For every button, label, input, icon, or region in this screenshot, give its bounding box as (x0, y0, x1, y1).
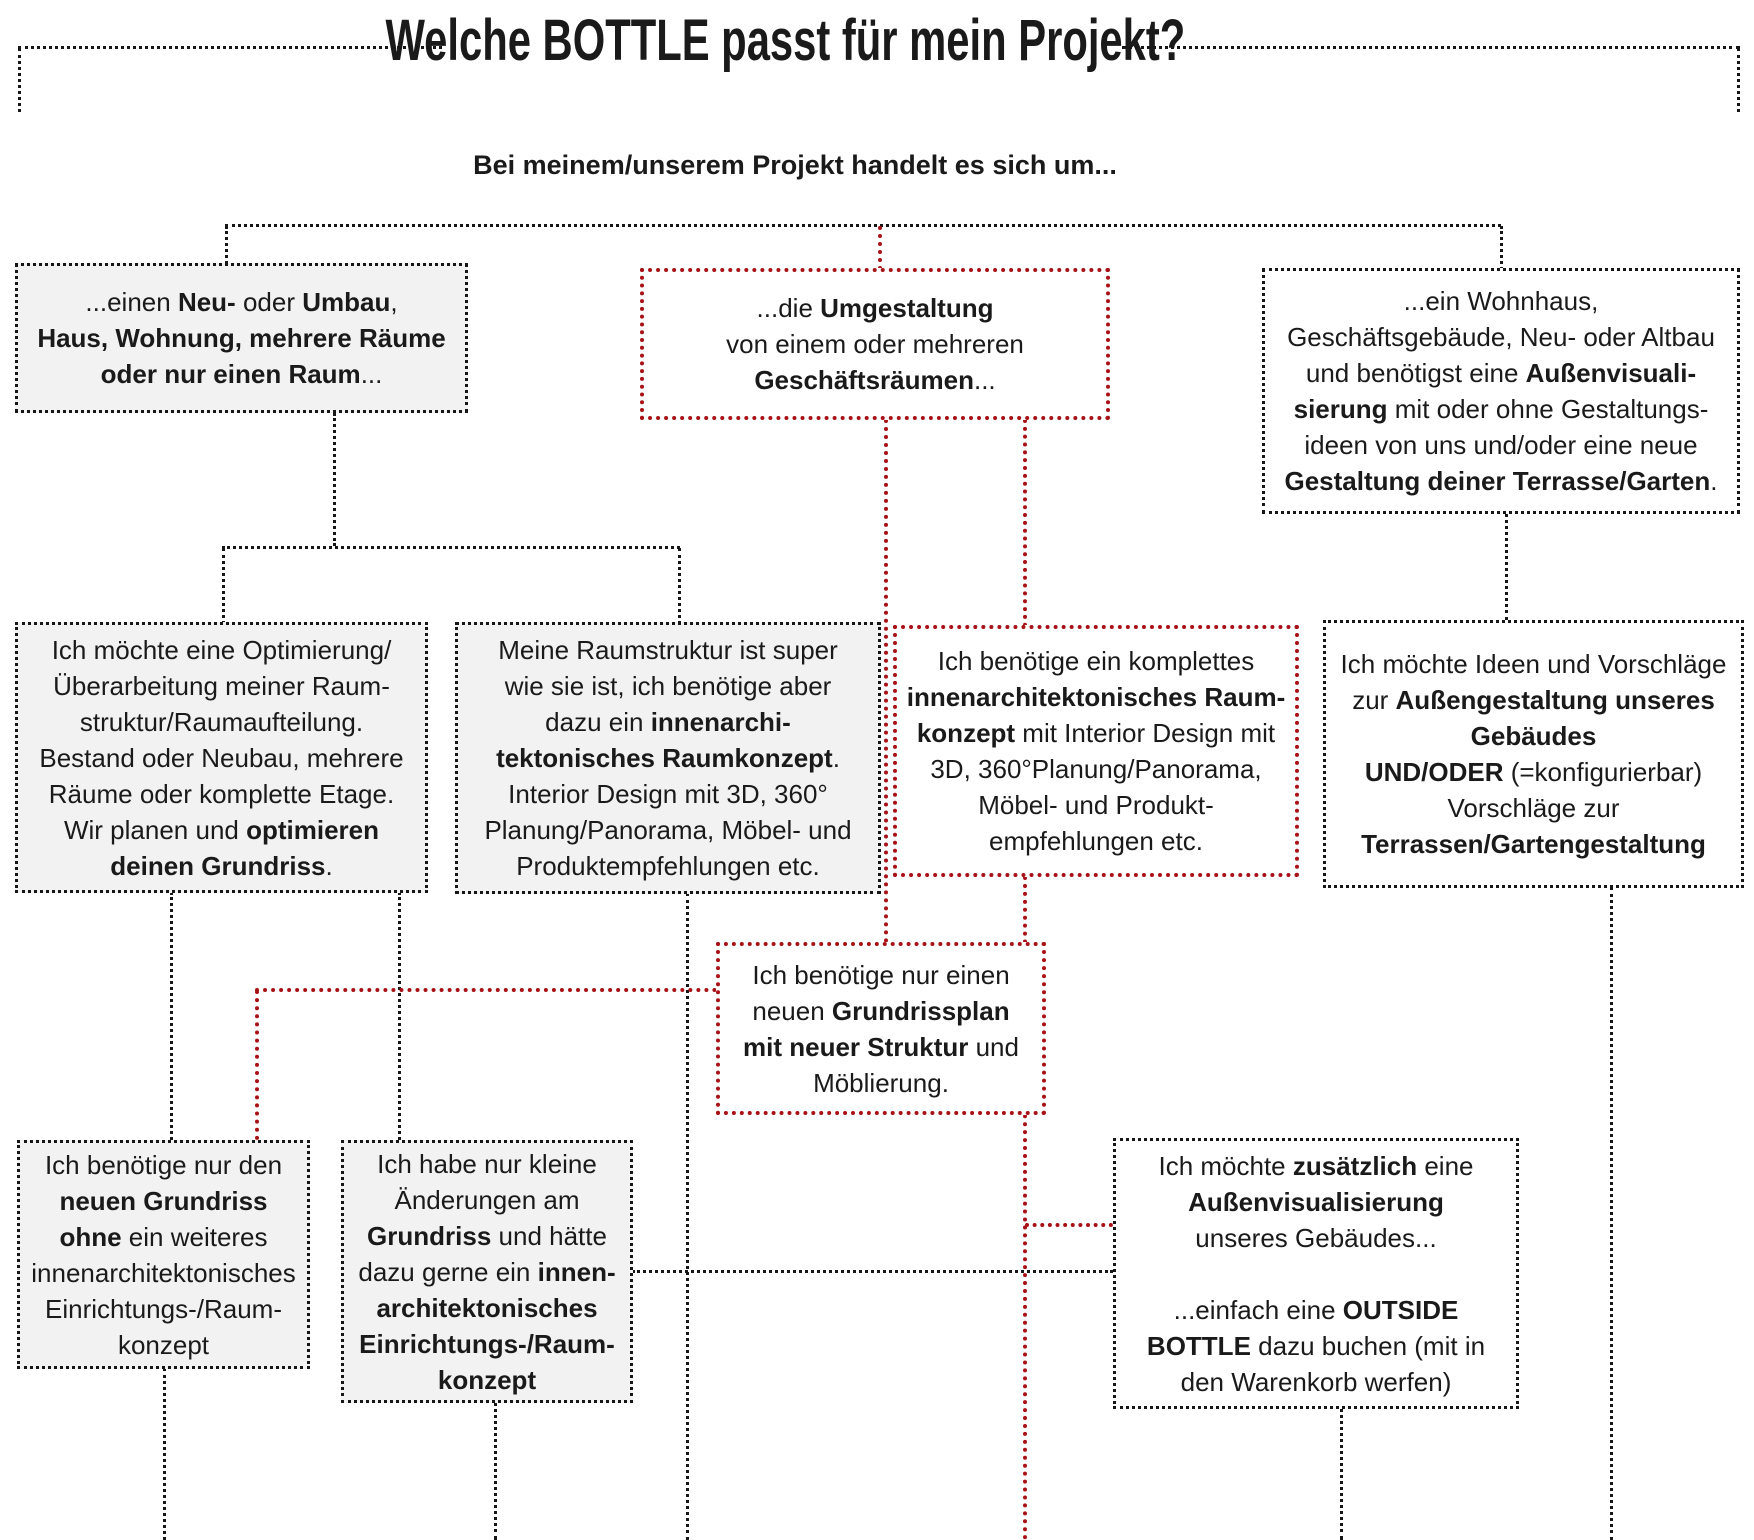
connector-aenderungen-down (494, 1402, 497, 1540)
text-line: konzept (117, 1329, 210, 1360)
text-line: Änderungen am (394, 1184, 580, 1215)
question-heading: Bei meinem/unserem Projekt handelt es sich um... (473, 150, 1117, 180)
text-line: Geschäftsräumen... (754, 365, 996, 395)
connector-drop-raumkonzept (678, 548, 681, 624)
text-line: Ich möchte zusätzlich eine (1158, 1150, 1474, 1181)
text-line: konzept (437, 1364, 537, 1395)
box-optimierung-raumstruktur (15, 622, 428, 893)
connector-optimierung-aenderungen (398, 892, 401, 1140)
text-line: Ich möchte Ideen und Vorschläge (1340, 649, 1727, 679)
text-line: Wir planen und optimieren (63, 814, 380, 845)
connector-drop-aussenvisualisierung (1500, 226, 1503, 270)
text-line: Ich benötige ein komplettes (937, 646, 1255, 676)
connector-drop-optimierung (222, 548, 225, 624)
text-line: BOTTLE dazu buchen (mit in (1146, 1330, 1486, 1361)
text-line: ohne ein weiteres (59, 1221, 268, 1252)
text-line: Meine Raumstruktur ist super (498, 635, 838, 665)
text-line: ...ein Wohnhaus, (1403, 286, 1599, 316)
text-line: neuen Grundrissplan (752, 995, 1010, 1026)
text-line: UND/ODER (=konfigurierbar) (1364, 757, 1703, 787)
text-line: Außenvisualisierung (1188, 1186, 1444, 1217)
text-line: innenarchitektonisches Raum- (906, 682, 1286, 712)
text-line: Überarbeitung meiner Raum- (53, 670, 390, 701)
connector-umgestaltung-komplettkonzept (1023, 419, 1027, 627)
text-line: zur Außengestaltung unseres (1352, 685, 1715, 715)
text-line: Einrichtungs-/Raum- (45, 1293, 282, 1324)
box-outside-bottle (1113, 1138, 1519, 1409)
text-line: Terrassen/Gartengestaltung (1361, 829, 1706, 859)
frame-right-line (1737, 48, 1740, 112)
box-komplettes-raumkonzept (893, 625, 1299, 877)
text-line: Produktempfehlungen etc. (516, 851, 820, 881)
text-line: 3D, 360°Planung/Panorama, (930, 754, 1262, 784)
connector-drop-umgestaltung (878, 226, 882, 270)
connector-aussengestaltung-down (1610, 887, 1613, 1540)
box-aussengestaltung-ideen (1323, 620, 1744, 888)
text-line: Bestand oder Neubau, mehrere (39, 742, 404, 773)
text-line: den Warenkorb werfen) (1180, 1366, 1452, 1397)
connector-grundrissplan-drop (255, 990, 259, 1140)
box-neubau-umbau (15, 263, 468, 413)
text-line: ...die Umgestaltung (756, 293, 994, 323)
box-nur-grundriss (17, 1140, 310, 1369)
text-line: innenarchitektonisches (31, 1257, 296, 1288)
text-line: neuen Grundriss (59, 1185, 268, 1216)
connector-optimierung-nurgrundriss (170, 892, 173, 1140)
text-line: und benötigst eine Außenvisuali- (1305, 358, 1697, 388)
connector-red-outside-stub (1025, 1223, 1113, 1227)
connector-aussenvis-down (1505, 513, 1508, 621)
page-title: Welche BOTTLE passt für mein Projekt? (385, 7, 1185, 73)
text-line: konzept mit Interior Design mit (916, 718, 1276, 748)
box-aussenvisualisierung (1262, 268, 1740, 514)
text-line: architektonisches (376, 1292, 598, 1323)
text-line: Geschäftsgebäude, Neu- oder Altbau (1287, 322, 1715, 352)
text-line: Einrichtungs-/Raum- (359, 1328, 615, 1359)
text-line: mit neuer Struktur und (743, 1031, 1019, 1062)
text-line: ...einfach eine OUTSIDE (1173, 1294, 1459, 1325)
text-line: dazu gerne ein innen- (358, 1256, 616, 1287)
text-line: von einem oder mehreren (726, 329, 1024, 359)
frame-top-left-line (18, 46, 442, 49)
text-line: Ich benötige nur einen (752, 959, 1010, 990)
connector-drop-neubau (225, 226, 228, 264)
text-line: empfehlungen etc. (989, 826, 1203, 856)
text-line: Ich möchte eine Optimierung/ (51, 634, 392, 665)
connector-umgestaltung-grundrissplan (884, 419, 888, 943)
text-line: Gebäudes (1470, 721, 1597, 751)
frame-top-right-line (1122, 46, 1740, 49)
text-line: Ich benötige nur den (44, 1149, 283, 1180)
text-line: wie sie ist, ich benötige aber (504, 671, 832, 701)
box-grundrissplan-neu (716, 942, 1046, 1115)
connector-aenderungen-outside (632, 1270, 1113, 1273)
box-raumkonzept-bestand (455, 622, 881, 894)
connector-grundrissplan-left (255, 988, 717, 992)
connector-main-horizontal (225, 224, 1501, 227)
text-line: Haus, Wohnung, mehrere Räume (37, 323, 446, 353)
box-kleine-aenderungen (341, 1140, 633, 1403)
text-line: Möbel- und Produkt- (978, 790, 1214, 820)
text-line: Interior Design mit 3D, 360° (508, 779, 828, 809)
box-umgestaltung-geschaeftsraeume (640, 268, 1110, 420)
connector-nurgrundriss-down (163, 1368, 166, 1540)
text-line: ideen von uns und/oder eine neue (1304, 430, 1698, 460)
text-line: struktur/Raumaufteilung. (79, 706, 364, 737)
title-wrap (0, 2, 1570, 78)
text-line: ...einen Neu- oder Umbau, (85, 287, 398, 317)
text-line: Planung/Panorama, Möbel- und (484, 815, 852, 845)
text-line: Ich habe nur kleine (377, 1148, 597, 1179)
text-line: Grundriss und hätte (367, 1220, 607, 1251)
frame-left-line (18, 48, 21, 112)
connector-outside-down (1340, 1408, 1343, 1540)
text-line: Vorschläge zur (1447, 793, 1620, 823)
text-line: tektonisches Raumkonzept. (496, 743, 840, 773)
text-line: deinen Grundriss. (110, 850, 333, 881)
connector-neubau-down (333, 413, 336, 546)
text-line: Gestaltung deiner Terrasse/Garten. (1284, 466, 1718, 496)
text-line: oder nur einen Raum... (100, 359, 383, 389)
text-line: Möblierung. (813, 1067, 949, 1098)
connector-split-horizontal (222, 546, 680, 549)
text-line: Räume oder komplette Etage. (48, 778, 395, 809)
text-line: sierung mit oder ohne Gestaltungs- (1293, 394, 1709, 424)
text-line (1120, 1256, 1512, 1292)
text-line: dazu ein innenarchi- (545, 707, 791, 737)
text-line: unseres Gebäudes... (1195, 1222, 1437, 1253)
